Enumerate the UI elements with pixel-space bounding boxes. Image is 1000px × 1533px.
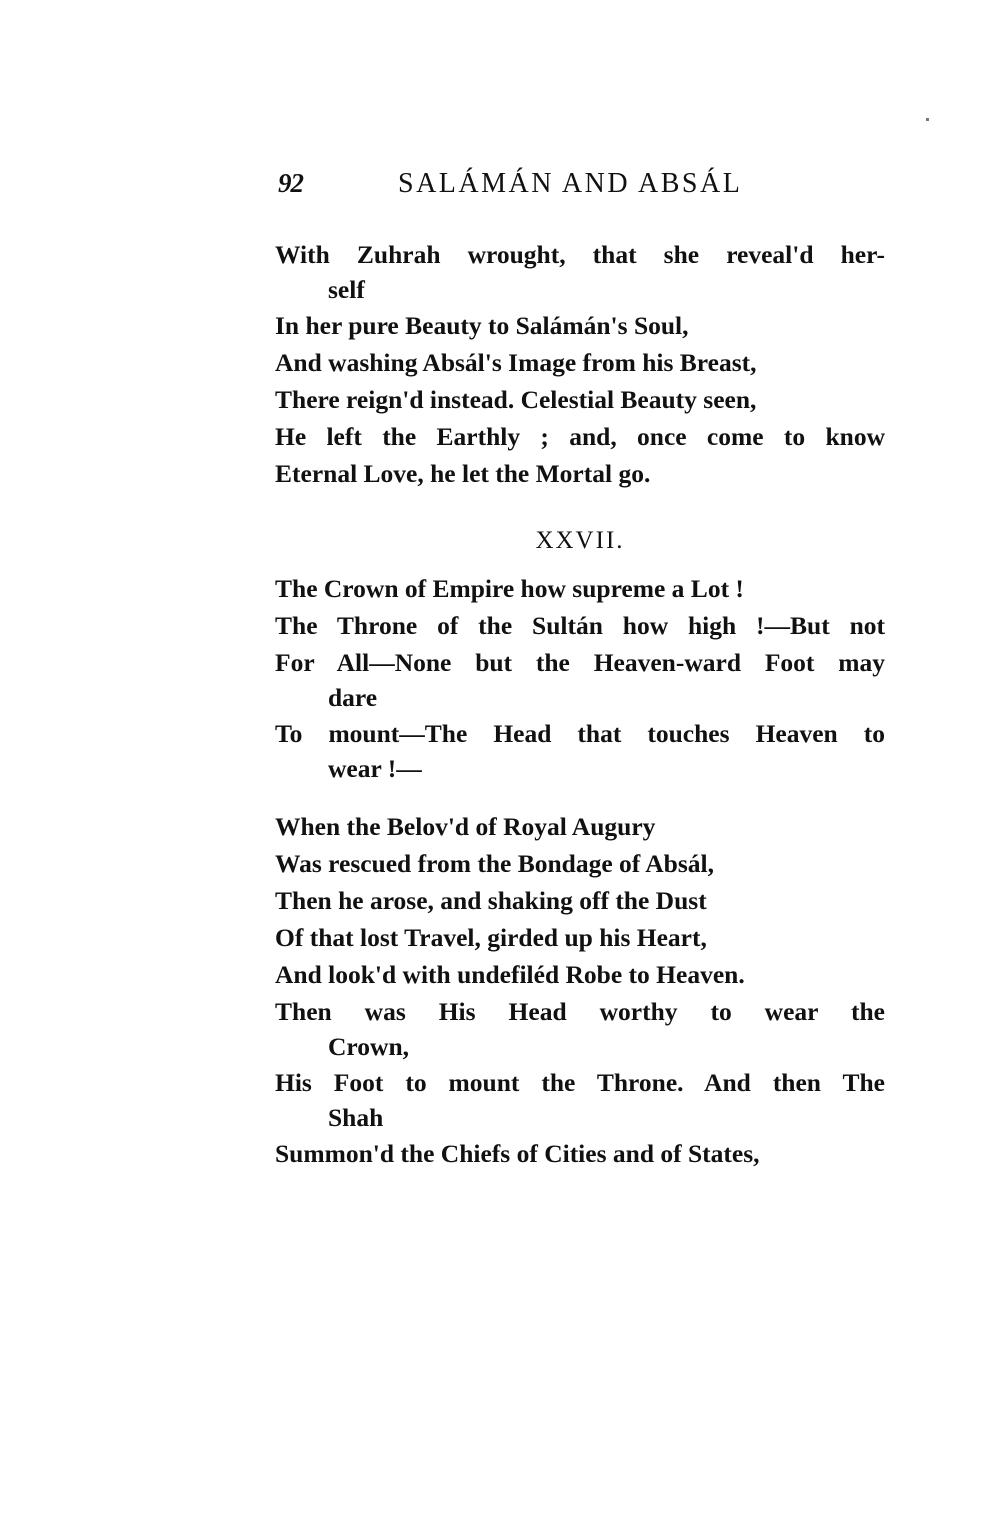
stanza-break — [275, 786, 885, 808]
page-header — [278, 168, 888, 208]
verse-line: And washing Absál's Image from his Breast, — [275, 348, 757, 377]
verse-line: The Throne of the Sultán how high !—But not — [275, 611, 885, 640]
poem-text — [275, 236, 885, 1172]
verse-line: He left the Earthly ; and, once come to know — [275, 422, 885, 451]
verse-runover: Crown, — [328, 1032, 409, 1061]
verse-runover: Shah — [328, 1103, 384, 1132]
verse-runover: wear !— — [328, 754, 422, 783]
verse-line: When the Belov'd of Royal Augury — [275, 812, 656, 841]
scan-speck — [926, 118, 929, 121]
verse-line: With Zuhrah wrought, that she reveal'd her- — [275, 240, 885, 269]
verse-line: Then he arose, and shaking off the Dust — [275, 886, 707, 915]
verse-line: There reign'd instead. Celestial Beauty seen, — [275, 385, 757, 414]
verse-runover: self — [328, 275, 365, 304]
verse-line: Summon'd the Chiefs of Cities and of States, — [275, 1139, 760, 1168]
verse-line: Was rescued from the Bondage of Absál, — [275, 849, 714, 878]
verse-line: His Foot to mount the Throne. And then The — [275, 1068, 885, 1097]
verse-runover: dare — [328, 683, 378, 712]
page-number: 92 — [278, 168, 303, 198]
running-title: SALÁMÁN AND ABSÁL — [398, 168, 743, 199]
verse-line: And look'd with undefiléd Robe to Heaven. — [275, 960, 745, 989]
section-heading: XXVII. — [535, 527, 625, 554]
verse-line: In her pure Beauty to Salámán's Soul, — [275, 311, 689, 340]
verse-line: The Crown of Empire how supreme a Lot ! — [275, 574, 744, 603]
verse-line: To mount—The Head that touches Heaven to — [275, 719, 885, 748]
verse-line: Of that lost Travel, girded up his Heart, — [275, 923, 707, 952]
verse-line: Then was His Head worthy to wear the — [275, 997, 885, 1026]
verse-line: For All—None but the Heaven-ward Foot may — [275, 648, 885, 677]
verse-line: Eternal Love, he let the Mortal go. — [275, 459, 651, 488]
